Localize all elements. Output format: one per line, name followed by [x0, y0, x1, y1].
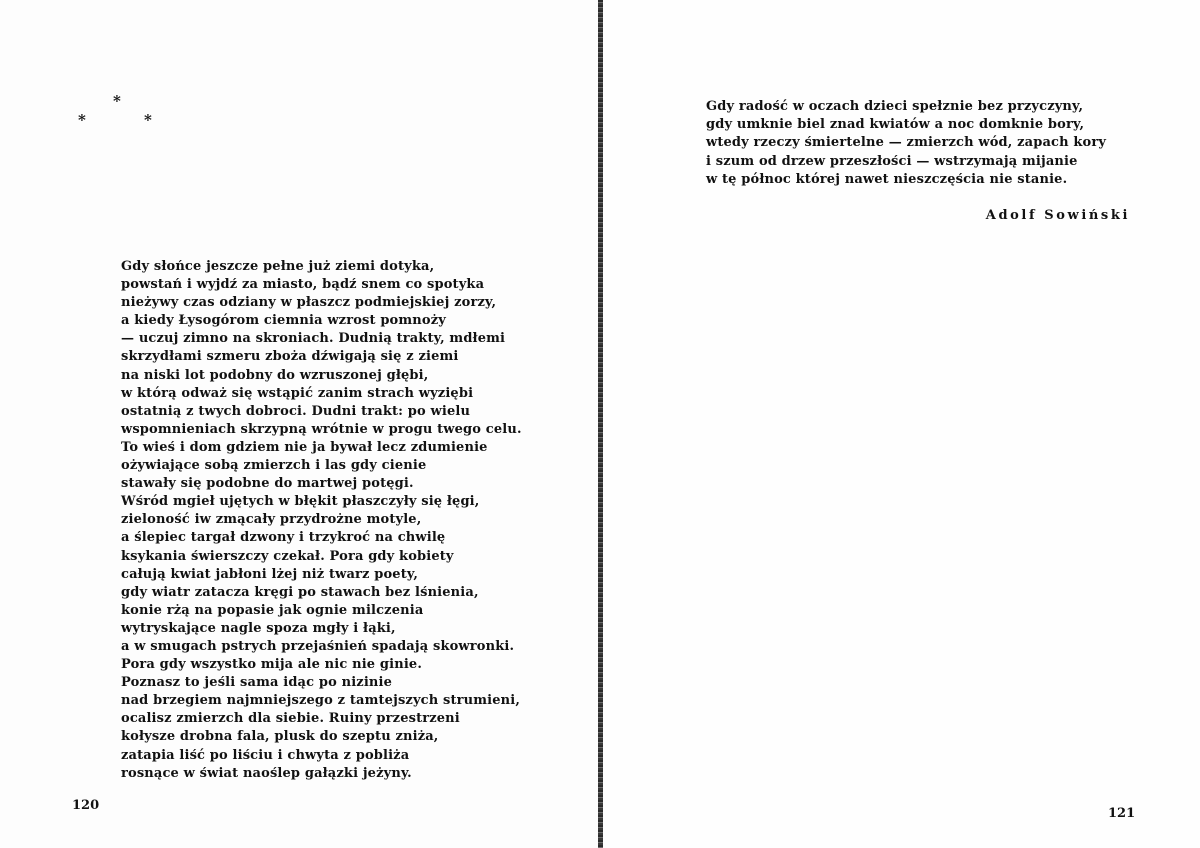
- poem-left-line: rosnące w świat naoślep gałązki jeżyny.: [121, 765, 412, 781]
- poem-left-line: a w smugach pstrych przejaśnień spadają skowronki.: [121, 638, 515, 654]
- asterism-mark-top: *: [113, 92, 121, 110]
- poem-left-line: ostatnią z twych dobroci. Dudni trakt: po wielu: [121, 403, 471, 419]
- poem-left-line: ksykania świerszczy czekał. Pora gdy kobiety: [121, 548, 454, 564]
- poem-right-line: w tę północ której nawet nieszczęścia nie stanie.: [706, 171, 1068, 187]
- poem-left-line: gdy wiatr zatacza kręgi po stawach bez lśnienia,: [121, 584, 479, 600]
- poem-left-line: wytryskające nagle spoza mgły i łąki,: [121, 620, 396, 636]
- poem-left-line: Wśród mgieł ujętych w błękit płaszczyły się łęgi,: [121, 494, 480, 510]
- poem-left-line: powstań i wyjdź za miasto, bądź snem co spotyka: [121, 277, 485, 293]
- poem-author: Adolf Sowiński: [985, 208, 1130, 223]
- poem-left-line: skrzydłami szmeru zboża dźwigają się z ziemi: [121, 349, 459, 365]
- poem-left-line: ożywiające sobą zmierzch i las gdy cienie: [121, 458, 427, 474]
- poem-text-right: [706, 98, 1107, 189]
- poem-left-line: a ślepiec targał dzwony i trzykroć na chwilę: [121, 530, 446, 546]
- poem-left-line: stawały się podobne do martwej potęgi.: [121, 476, 414, 492]
- poem-left-line: wspomnieniach skrzypną wrótnie w progu twego celu.: [121, 421, 522, 437]
- poem-left-line: w którą odważ się wstąpić zanim strach wyziębi: [121, 385, 474, 401]
- poem-left-line: nad brzegiem najmniejszego z tamtejszych strumieni,: [121, 693, 520, 709]
- page-number-left: 120: [72, 798, 100, 813]
- poem-right-line: Gdy radość w oczach dzieci spełznie bez przyczyny,: [706, 99, 1084, 114]
- poem-left-line: całują kwiat jabłoni lżej niż twarz poety,: [121, 566, 419, 582]
- asterism-mark-right: *: [144, 111, 152, 129]
- poem-right-line: gdy umknie biel znad kwiatów a noc domknie bory,: [706, 117, 1085, 133]
- poem-right-line: wtedy rzeczy śmiertelne — zmierzch wód, zapach kory: [706, 135, 1107, 151]
- page-number-right: 121: [1108, 806, 1136, 821]
- poem-right-line: i szum od drzew przeszłości — wstrzymają mijanie: [706, 153, 1078, 169]
- poem-left-line: na niski lot podobny do wzruszonej głębi,: [121, 367, 429, 383]
- poem-left-line: kołysze drobna fala, plusk do szeptu zniża,: [121, 729, 439, 745]
- poem-left-line: zieloność iw zmącały przydrożne motyle,: [121, 512, 422, 528]
- poem-left-line: — uczuj zimno na skroniach. Dudnią trakty, mdłemi: [121, 331, 506, 347]
- poem-left-line: konie rżą na popasie jak ognie milczenia: [121, 602, 424, 618]
- asterism-mark-left: *: [78, 111, 86, 129]
- poem-left-line: Gdy słońce jeszcze pełne już ziemi dotyka,: [121, 259, 435, 274]
- poem-left-line: nieżywy czas odziany w płaszcz podmiejskiej zorzy,: [121, 295, 497, 311]
- poem-left-line: To wieś i dom gdziem nie ja bywał lecz zdumienie: [121, 439, 488, 455]
- poem-left-line: Poznasz to jeśli sama idąc po nizinie: [121, 675, 393, 691]
- poem-text-left: [121, 258, 522, 783]
- poem-left-line: a kiedy Łysogórom ciemnia wzrost pomnoży: [121, 313, 446, 329]
- poem-left-line: ocalisz zmierzch dla siebie. Ruiny przestrzeni: [121, 711, 460, 727]
- poem-left-line: zatapia liść po liściu i chwyta z pobliża: [121, 747, 410, 763]
- poem-left-line: Pora gdy wszystko mija ale nic nie ginie.: [121, 657, 423, 673]
